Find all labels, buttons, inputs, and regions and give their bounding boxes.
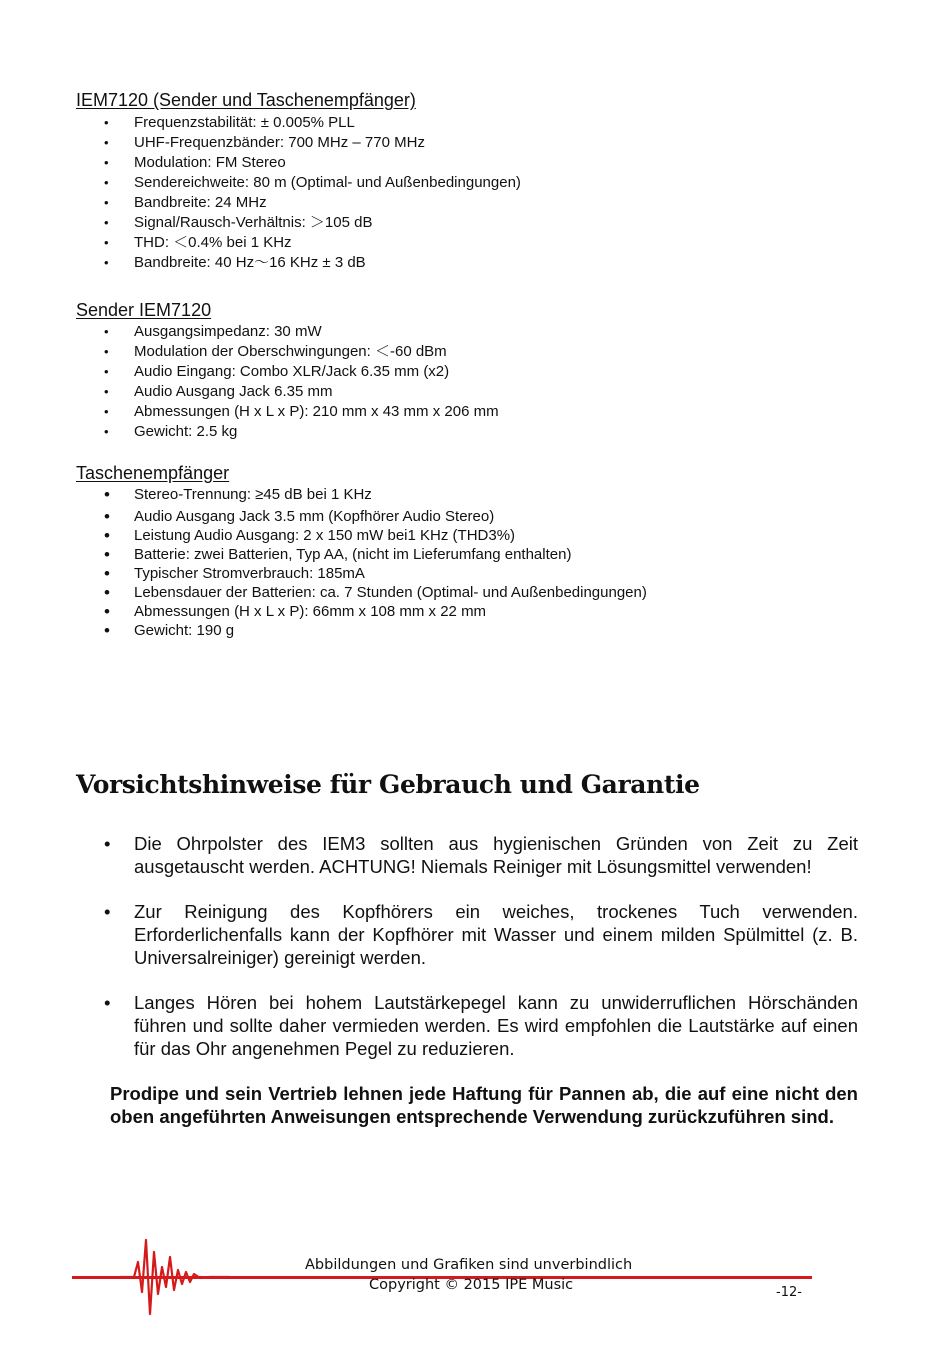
list-item: • Gewicht: 2.5 kg xyxy=(104,422,499,442)
warning-item: • Zur Reinigung des Kopfhörers ein weiches, trockenes Tuch verwenden. Erforderlichenfalls kann der Kopfhörer mit Wasser und einem milden Spülmittel (z. B. Universalreiniger) gereinigt werden. xyxy=(104,900,858,969)
section-title-iem7120: IEM7120 (Sender und Taschenempfänger) xyxy=(76,90,416,110)
section-title-taschenempfaenger: Taschenempfänger xyxy=(76,463,230,483)
list-item: • Batterie: zwei Batterien, Typ AA, (nicht im Lieferumfang enthalten) xyxy=(104,545,647,564)
page-number: -12- xyxy=(776,1285,802,1300)
footer-copyright: Copyright © 2015 IPE Music xyxy=(369,1277,574,1293)
list-item: • THD: ＜0.4% bei 1 KHz xyxy=(104,233,521,253)
disclaimer-text: Prodipe und sein Vertrieb lehnen jede Haftung für Pannen ab, die auf eine nicht den oben angeführten Anweisungen entsprechende Verwendung zurückzuführen sind. xyxy=(110,1083,858,1127)
list-item: • Bandbreite: 40 Hz～16 KHz ± 3 dB xyxy=(104,253,521,273)
section-title-sender: Sender IEM7120 xyxy=(76,300,212,320)
spec-list-taschenempfaenger xyxy=(104,485,647,640)
list-item: • Modulation der Oberschwingungen: ＜-60 dBm xyxy=(104,342,499,362)
warning-item: • Die Ohrpolster des IEM3 sollten aus hygienischen Gründen von Zeit zu Zeit ausgetauscht werden. ACHTUNG! Niemals Reiniger mit Lösungsmittel verwenden! xyxy=(104,832,858,878)
warning-item: • Langes Hören bei hohem Lautstärkepegel kann zu unwiderruflichen Hörschänden führen und sollte daher vermieden werden. Es wird empfohlen die Lautstärke auf einen für das Ohr angenehmen Pegel zu reduzieren. xyxy=(104,991,858,1060)
list-item: • Ausgangsimpedanz: 30 mW xyxy=(104,322,499,342)
list-item: • Modulation: FM Stereo xyxy=(104,153,521,173)
warnings-list xyxy=(104,832,858,1082)
list-item: • Audio Ausgang Jack 6.35 mm xyxy=(104,382,499,402)
list-item: • Audio Eingang: Combo XLR/Jack 6.35 mm (x2) xyxy=(104,362,499,382)
list-item: • Bandbreite: 24 MHz xyxy=(104,193,521,213)
list-item: • Audio Ausgang Jack 3.5 mm (Kopfhörer Audio Stereo) xyxy=(104,507,647,526)
spec-list-sender xyxy=(104,322,499,442)
list-item: • Signal/Rausch-Verhältnis: ＞105 dB xyxy=(104,213,521,233)
list-item: • Gewicht: 190 g xyxy=(104,621,647,640)
list-item: • Stereo-Trennung: ≥45 dB bei 1 KHz xyxy=(104,485,647,504)
list-item: • Typischer Stromverbrauch: 185mA xyxy=(104,564,647,583)
list-item: • Leistung Audio Ausgang: 2 x 150 mW bei1 KHz (THD3%) xyxy=(104,526,647,545)
waveform-logo-icon xyxy=(120,1232,230,1322)
page-heading: Vorsichtshinweise für Gebrauch und Garantie xyxy=(76,770,700,799)
spec-list-iem7120 xyxy=(104,113,521,273)
list-item: • UHF-Frequenzbänder: 700 MHz – 770 MHz xyxy=(104,133,521,153)
footer-disclaimer: Abbildungen und Grafiken sind unverbindlich xyxy=(305,1257,633,1273)
list-item: • Abmessungen (H x L x P): 66mm x 108 mm x 22 mm xyxy=(104,602,647,621)
list-item: • Frequenzstabilität: ± 0.005% PLL xyxy=(104,113,521,133)
list-item: • Abmessungen (H x L x P): 210 mm x 43 mm x 206 mm xyxy=(104,402,499,422)
list-item: • Sendereichweite: 80 m (Optimal- und Außenbedingungen) xyxy=(104,173,521,193)
list-item: • Lebensdauer der Batterien: ca. 7 Stunden (Optimal- und Außenbedingungen) xyxy=(104,583,647,602)
